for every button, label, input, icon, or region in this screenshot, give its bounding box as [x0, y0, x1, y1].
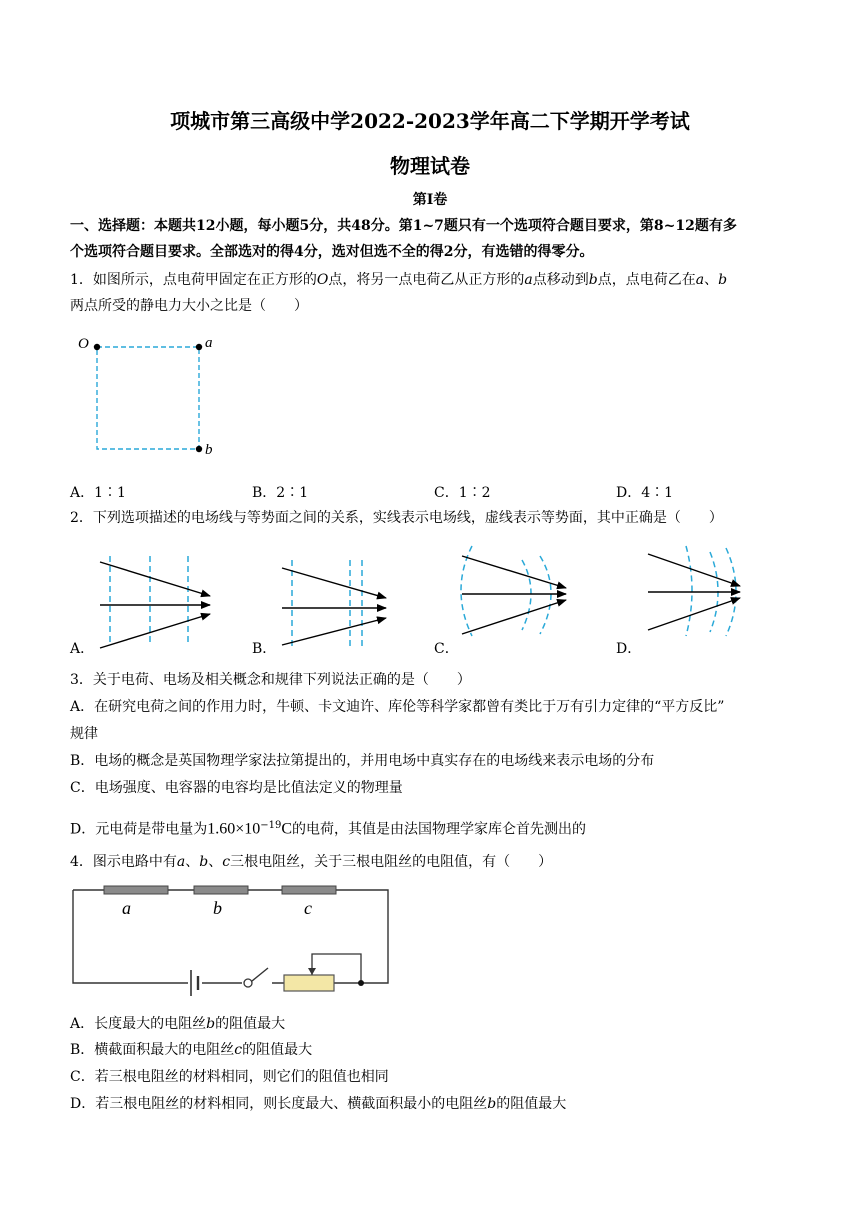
q2-figure-c [461, 546, 566, 636]
q1-option-a[interactable]: A．1∶1 [70, 485, 126, 501]
label-a: a [122, 898, 131, 918]
q4-option-c[interactable]: C．若三根电阻丝的材料相同，则它们的阻值也相同 [70, 1069, 389, 1085]
q4-stem: 4．图示电路中有a、b、c三根电阻丝，关于三根电阻丝的电阻值，有（ ） [70, 854, 553, 870]
q2-figure-a [100, 556, 210, 648]
switch-pivot [244, 979, 252, 987]
q4-circuit-figure [70, 882, 400, 1002]
q1-stem-line1: 1．如图所示，点电荷甲固定在正方形的O点，将另一点电荷乙从正方形的a点移动到b点，点电荷乙在a、b [70, 272, 728, 288]
q2-option-d[interactable]: D． [616, 641, 642, 657]
q2-figure-b [282, 560, 386, 646]
label-a: a [205, 335, 213, 351]
rheostat-body [284, 975, 334, 991]
q2-option-c[interactable]: C． [434, 641, 459, 657]
resistor-c [282, 886, 336, 894]
q3-stem: 3．关于电荷、电场及相关概念和规律下列说法正确的是（ ） [70, 672, 471, 688]
q1-option-b[interactable]: B．2∶1 [252, 485, 309, 501]
exam-title: 项城市第三高级中学2022-2023学年高二下学期开学考试 [170, 109, 690, 133]
q3-option-a-line1[interactable]: A．在研究电荷之间的作用力时，牛顿、卡文迪许、库伦等科学家都曾有类比于万有引力定律的“平方反比” [70, 699, 725, 715]
label-c: c [304, 898, 312, 918]
q1-option-d[interactable]: D．4∶1 [616, 485, 674, 501]
q1-stem-line2: 两点所受的静电力大小之比是（ ） [70, 298, 308, 314]
label-b: b [213, 898, 222, 918]
volume-label: 第Ⅰ卷 [412, 192, 448, 208]
section-instructions-2: 个选项符合题目要求。全部选对的得4分，选对但选不全的得2分，有选错的得零分。 [70, 244, 594, 260]
q2-option-a[interactable]: A． [70, 641, 95, 657]
point-a [196, 344, 202, 350]
q1-square-figure [70, 328, 230, 468]
q4-option-b[interactable]: B．横截面积最大的电阻丝c的阻值最大 [70, 1042, 313, 1058]
q3-option-c[interactable]: C．电场强度、电容器的电容均是比值法定义的物理量 [70, 780, 403, 796]
q2-stem: 2．下列选项描述的电场线与等势面之间的关系，实线表示电场线，虚线表示等势面，其中正确是（ ） [70, 510, 723, 526]
resistor-b [194, 886, 248, 894]
q4-option-d[interactable]: D．若三根电阻丝的材料相同，则长度最大、横截面积最小的电阻丝b的阻值最大 [70, 1096, 567, 1112]
q3-option-d[interactable]: D．元电荷是带电量为$1.60\times 10^{-19}C$的电荷，其值是由法国物理学家库仑首先测出的 [70, 820, 587, 838]
section-instructions-1: 一、选择题：本题共12小题，每小题5分，共48分。第1~7题只有一个选项符合题目要求，第8~12题有多 [70, 218, 737, 234]
point-b [196, 446, 202, 452]
q2-option-b[interactable]: B． [252, 641, 277, 657]
label-O: O [78, 336, 89, 352]
q3-option-a-line2: 规律 [70, 726, 98, 742]
q4-option-a[interactable]: A．长度最大的电阻丝b的阻值最大 [70, 1016, 286, 1032]
square-outline [97, 347, 199, 449]
exam-subtitle: 物理试卷 [390, 154, 470, 178]
point-O [94, 344, 100, 350]
circuit-wire [73, 890, 388, 983]
label-b: b [205, 442, 213, 458]
junction-node [358, 980, 364, 986]
resistor-a [104, 886, 168, 894]
q1-option-c[interactable]: C．1∶2 [434, 485, 491, 501]
q2-figure-d [648, 546, 740, 636]
q3-option-b[interactable]: B．电场的概念是英国物理学家法拉第提出的，并用电场中真实存在的电场线来表示电场的分布 [70, 753, 655, 769]
